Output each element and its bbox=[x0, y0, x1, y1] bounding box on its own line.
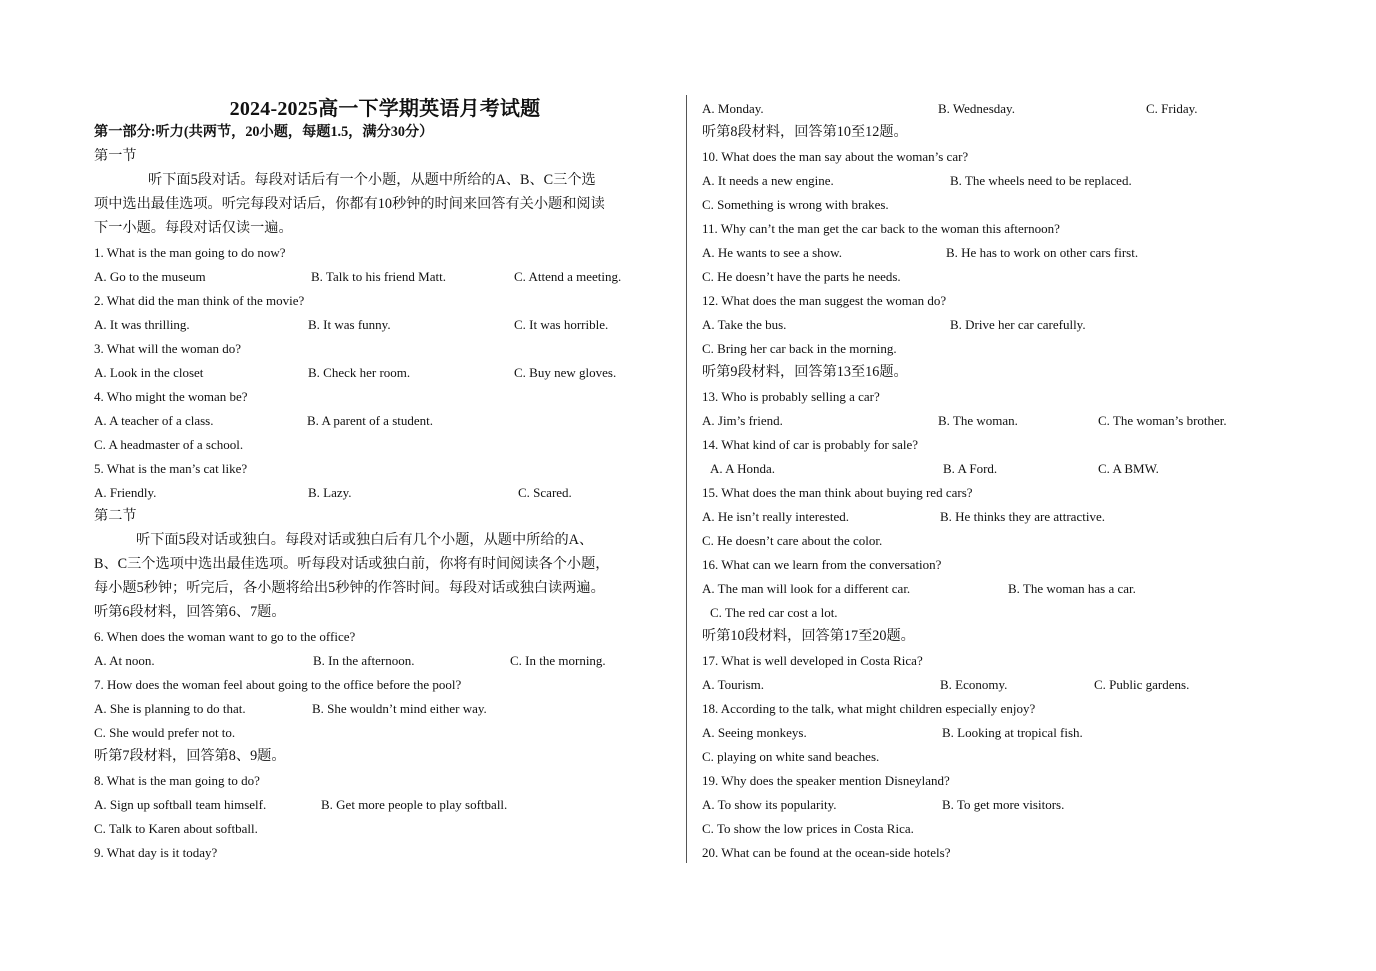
option-a: A. It needs a new engine. bbox=[702, 173, 834, 188]
section2-instruction-line: 每小题5秒钟；听完后，各小题将给出5秒钟的作答时间。每段对话或独白读两遍。 bbox=[94, 580, 605, 596]
option-b: B. He thinks they are attractive. bbox=[940, 509, 1105, 524]
option-b: B. The woman has a car. bbox=[1008, 581, 1136, 596]
option-c: C. It was horrible. bbox=[514, 317, 609, 332]
question-stem: 1. What is the man going to do now? bbox=[94, 245, 286, 260]
option-c: C. Talk to Karen about softball. bbox=[94, 821, 258, 836]
option-a: A. A teacher of a class. bbox=[94, 413, 214, 428]
option-a: A. Look in the closet bbox=[94, 365, 204, 380]
option-a: A. Monday. bbox=[702, 101, 764, 116]
option-b: B. The woman. bbox=[938, 413, 1018, 428]
page-title: 2024-2025高一下学期英语月考试题 bbox=[229, 98, 541, 120]
question-stem: 14. What kind of car is probably for sale? bbox=[702, 437, 918, 452]
material-header: 听第10段材料，回答第17至20题。 bbox=[702, 628, 915, 644]
question-stem: 10. What does the man say about the woman’s car? bbox=[702, 149, 969, 164]
section1-heading: 第一节 bbox=[94, 148, 137, 164]
option-c: C. Buy new gloves. bbox=[514, 365, 617, 380]
question-stem: 2. What did the man think of the movie? bbox=[94, 293, 305, 308]
option-a: A. At noon. bbox=[94, 653, 155, 668]
question-stem: 12. What does the man suggest the woman do? bbox=[702, 293, 947, 308]
option-b: B. Looking at tropical fish. bbox=[942, 725, 1083, 740]
option-a: A. Sign up softball team himself. bbox=[94, 797, 267, 812]
option-c: C. Public gardens. bbox=[1094, 677, 1190, 692]
question-stem: 6. When does the woman want to go to the office? bbox=[94, 629, 356, 644]
option-a: A. Jim’s friend. bbox=[702, 413, 783, 428]
option-b: B. Check her room. bbox=[308, 365, 411, 380]
question-stem: 9. What day is it today? bbox=[94, 845, 218, 860]
option-a: A. Friendly. bbox=[94, 485, 157, 500]
option-b: B. The wheels need to be replaced. bbox=[950, 173, 1132, 188]
section1-instruction-line: 项中选出最佳选项。听完每段对话后，你都有10秒钟的时间来回答有关小题和阅读 bbox=[94, 196, 605, 212]
option-a: A. She is planning to do that. bbox=[94, 701, 246, 716]
option-c: C. Something is wrong with brakes. bbox=[702, 197, 889, 212]
option-b: B. A Ford. bbox=[943, 461, 998, 476]
question-stem: 4. Who might the woman be? bbox=[94, 389, 248, 404]
option-c: C. Attend a meeting. bbox=[514, 269, 622, 284]
option-c: C. In the morning. bbox=[510, 653, 606, 668]
material-header: 听第7段材料，回答第8、9题。 bbox=[94, 748, 286, 764]
option-c: C. A headmaster of a school. bbox=[94, 437, 244, 452]
question-stem: 19. Why does the speaker mention Disneyland? bbox=[702, 773, 950, 788]
option-a: A. The man will look for a different car. bbox=[702, 581, 911, 596]
question-stem: 8. What is the man going to do? bbox=[94, 773, 260, 788]
question-stem: 13. Who is probably selling a car? bbox=[702, 389, 880, 404]
option-c: C. She would prefer not to. bbox=[94, 725, 236, 740]
material-header: 听第9段材料，回答第13至16题。 bbox=[702, 364, 908, 380]
section1-instruction-line: 听下面5段对话。每段对话后有一个小题，从题中所给的A、B、C三个选 bbox=[148, 172, 596, 188]
option-c: C. He doesn’t have the parts he needs. bbox=[702, 269, 901, 284]
option-a: A. He wants to see a show. bbox=[702, 245, 842, 260]
option-a: A. Tourism. bbox=[702, 677, 765, 692]
option-b: B. She wouldn’t mind either way. bbox=[312, 701, 487, 716]
section2-instruction-line: 听下面5段对话或独白。每段对话或独白后有几个小题，从题中所给的A、 bbox=[136, 532, 594, 548]
column-divider bbox=[686, 95, 687, 863]
question-stem: 3. What will the woman do? bbox=[94, 341, 242, 356]
option-b: B. Talk to his friend Matt. bbox=[311, 269, 446, 284]
option-c: C. The woman’s brother. bbox=[1098, 413, 1227, 428]
question-stem: 20. What can be found at the ocean-side hotels? bbox=[702, 845, 951, 860]
material-header: 听第6段材料，回答第6、7题。 bbox=[94, 604, 286, 620]
option-b: B. He has to work on other cars first. bbox=[946, 245, 1139, 260]
option-a: A. To show its popularity. bbox=[702, 797, 837, 812]
option-c: C. playing on white sand beaches. bbox=[702, 749, 880, 764]
option-b: B. Economy. bbox=[940, 677, 1008, 692]
option-a: A. Go to the museum bbox=[94, 269, 206, 284]
option-c: C. Bring her car back in the morning. bbox=[702, 341, 897, 356]
option-a: A. Seeing monkeys. bbox=[702, 725, 807, 740]
question-stem: 15. What does the man think about buying red cars? bbox=[702, 485, 973, 500]
question-stem: 16. What can we learn from the conversation? bbox=[702, 557, 942, 572]
option-a: A. A Honda. bbox=[710, 461, 775, 476]
question-stem: 11. Why can’t the man get the car back to the woman this afternoon? bbox=[702, 221, 1060, 236]
question-stem: 17. What is well developed in Costa Rica? bbox=[702, 653, 923, 668]
question-stem: 7. How does the woman feel about going to the office before the pool? bbox=[94, 677, 462, 692]
part1-header: 第一部分:听力(共两节，20小题，每题1.5，满分30分） bbox=[94, 124, 434, 140]
question-stem: 18. According to the talk, what might children especially enjoy? bbox=[702, 701, 1036, 716]
option-b: B. Wednesday. bbox=[938, 101, 1015, 116]
option-c: C. He doesn’t care about the color. bbox=[702, 533, 883, 548]
material-header: 听第8段材料，回答第10至12题。 bbox=[702, 124, 908, 140]
section1-instruction-line: 下一小题。每段对话仅读一遍。 bbox=[94, 220, 293, 236]
question-stem: 5. What is the man’s cat like? bbox=[94, 461, 248, 476]
option-b: B. It was funny. bbox=[308, 317, 391, 332]
option-c: C. The red car cost a lot. bbox=[710, 605, 838, 620]
section2-instruction-line: B、C三个选项中选出最佳选项。听每段对话或独白前，你将有时间阅读各个小题， bbox=[94, 556, 610, 572]
section2-heading: 第二节 bbox=[94, 508, 137, 524]
option-c: C. Friday. bbox=[1146, 101, 1198, 116]
option-a: A. He isn’t really interested. bbox=[702, 509, 850, 524]
option-b: B. In the afternoon. bbox=[313, 653, 415, 668]
option-a: A. Take the bus. bbox=[702, 317, 787, 332]
option-b: B. Lazy. bbox=[308, 485, 352, 500]
option-b: B. Get more people to play softball. bbox=[321, 797, 508, 812]
option-a: A. It was thrilling. bbox=[94, 317, 190, 332]
option-c: C. Scared. bbox=[518, 485, 572, 500]
option-c: C. A BMW. bbox=[1098, 461, 1159, 476]
option-c: C. To show the low prices in Costa Rica. bbox=[702, 821, 914, 836]
option-b: B. To get more visitors. bbox=[942, 797, 1065, 812]
option-b: B. A parent of a student. bbox=[307, 413, 434, 428]
option-b: B. Drive her car carefully. bbox=[950, 317, 1086, 332]
